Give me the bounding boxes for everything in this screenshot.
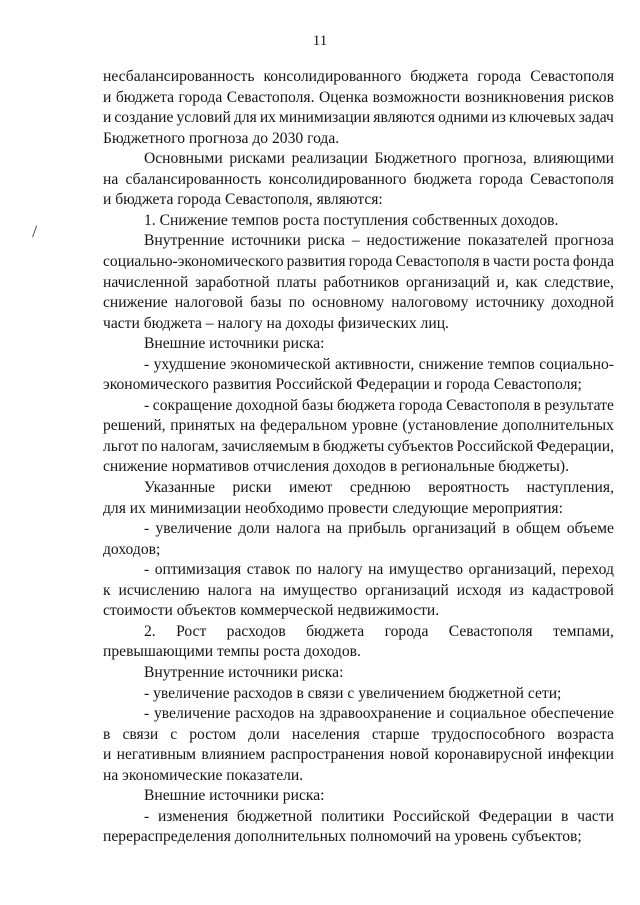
- margin-pen-mark: [32, 226, 40, 239]
- text-line: - оптимизация ставок по налогу на имущество организаций, переход: [144, 561, 614, 579]
- text-line: снижение нормативов отчисления доходов в региональные бюджеты).: [103, 458, 569, 476]
- text-line: 2. Рост расходов бюджета города Севастополя темпами,: [144, 622, 614, 640]
- text-line: Внутренние источники риска:: [144, 663, 344, 681]
- text-line: 1. Снижение темпов роста поступления собственных доходов.: [144, 211, 559, 229]
- text-line: части бюджета – налогу на доходы физических лиц.: [103, 314, 449, 332]
- text-line: социально-экономического развития города Севастополя в части роста фонда: [103, 252, 614, 270]
- text-line: льгот по налогам, зачисляемым в бюджеты субъектов Российской Федерации,: [103, 437, 614, 455]
- text-line: экономического развития Российской Федерации и города Севастополя;: [103, 376, 582, 394]
- text-line: на экономические показатели.: [103, 766, 304, 784]
- text-line: Внешние источники риска:: [144, 335, 325, 353]
- text-line: и бюджета города Севастополя, являются:: [103, 191, 383, 209]
- text-line: несбалансированность консолидированного бюджета города Севастополя: [103, 68, 614, 85]
- text-line: перераспределения дополнительных полномочий на уровень субъектов;: [103, 828, 582, 846]
- text-line: стоимости объектов коммерческой недвижимости.: [103, 602, 440, 620]
- text-line: Указанные риски имеют среднюю вероятность наступления,: [144, 479, 614, 496]
- text-line: снижение налоговой базы по основному налоговому источнику доходной: [103, 294, 614, 312]
- text-line: Внутренние источники риска – недостижение показателей прогноза: [144, 232, 614, 250]
- text-line: Внешние источники риска:: [144, 787, 325, 805]
- text-line: решений, принятых на федеральном уровне (установление дополнительных: [103, 417, 614, 435]
- text-line: - изменения бюджетной политики Российской Федерации в части: [144, 807, 614, 825]
- text-line: для их минимизации необходимо провести следующие мероприятия:: [103, 499, 563, 517]
- text-line: - ухудшение экономической активности, снижение темпов социально-: [144, 355, 614, 373]
- text-line: начисленной заработной платы работников организаций и, как следствие,: [103, 273, 614, 291]
- text-line: в связи с ростом доли населения старше трудоспособного возраста: [103, 725, 614, 743]
- text-line: доходов;: [103, 540, 161, 558]
- text-line: к исчислению налога на имущество организаций исходя из кадастровой: [103, 581, 614, 599]
- text-line: - увеличение расходов на здравоохранение и социальное обеспечение: [144, 705, 614, 723]
- text-line: на сбалансированность консолидированного бюджета города Севастополя: [103, 170, 614, 188]
- text-line: - сокращение доходной базы бюджета города Севастополя в результате: [144, 396, 614, 414]
- text-line: - увеличение расходов в связи с увеличением бюджетной сети;: [144, 684, 562, 702]
- text-line: и бюджета города Севастополя. Оценка возможности возникновения рисков: [103, 88, 614, 106]
- page-number: 11: [312, 33, 328, 49]
- text-line: Основными рисками реализации Бюджетного прогноза, влияющими: [144, 150, 614, 168]
- text-line: и создание условий для их минимизации являются одними из ключевых задач: [103, 109, 614, 127]
- text-line: - увеличение доли налога на прибыль организаций в общем объеме: [144, 520, 614, 538]
- text-line: превышающими темпы роста доходов.: [103, 643, 361, 661]
- text-line: Бюджетного прогноза до 2030 года.: [103, 129, 340, 147]
- text-line: и негативным влиянием распространения новой коронавирусной инфекции: [103, 746, 614, 764]
